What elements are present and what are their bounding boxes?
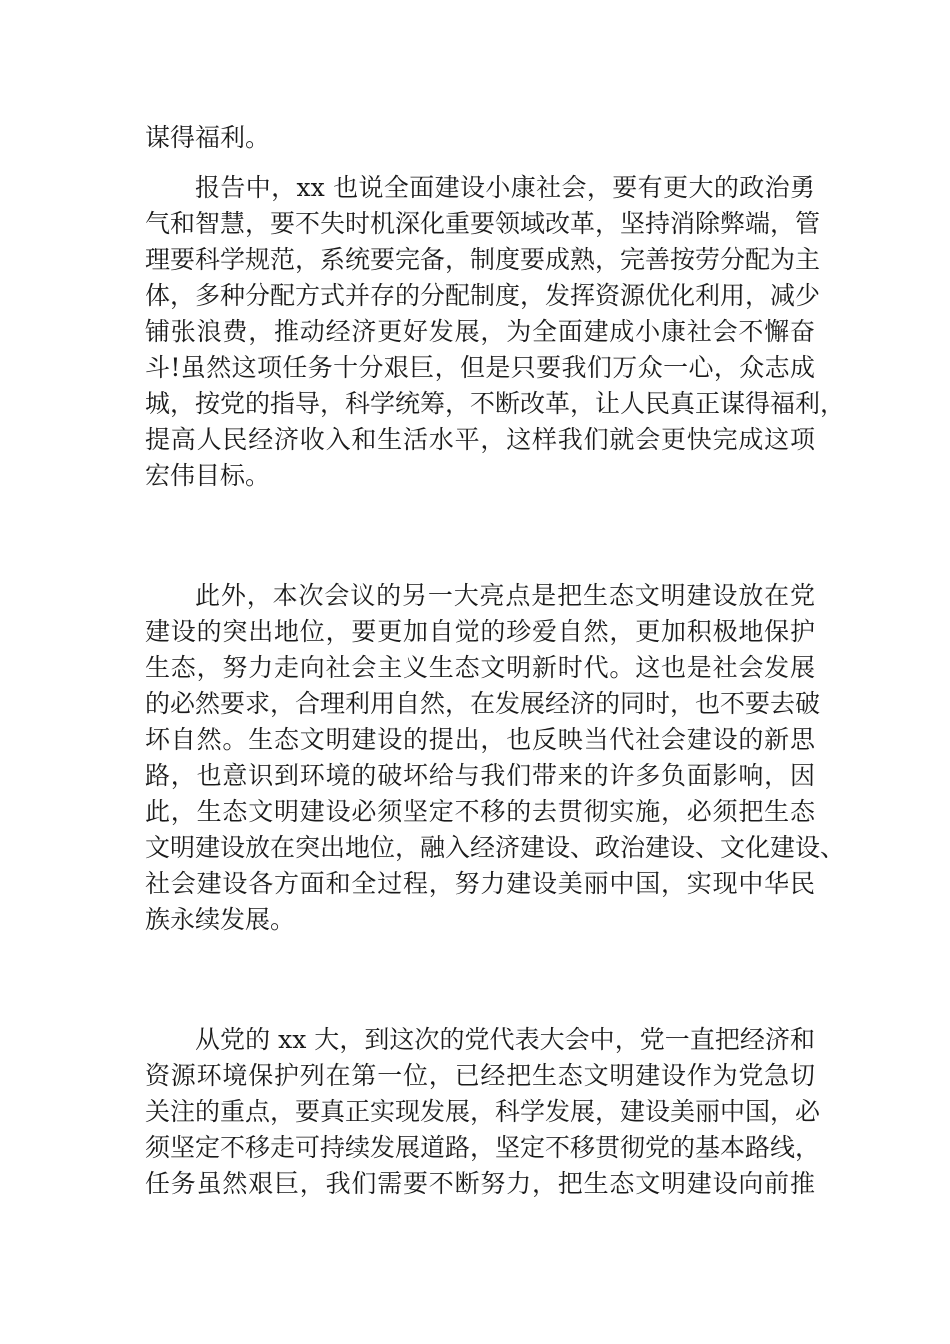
- paragraph-3-line-8: 文明建设放在突出地位，融入经济建设、政治建设、文化建设、: [145, 833, 846, 862]
- paragraph-2-line-4: 体，多种分配方式并存的分配制度，发挥资源优化利用，减少: [145, 281, 821, 310]
- paragraph-3-line-4: 的必然要求，合理利用自然，在发展经济的同时，也不要去破: [145, 689, 821, 718]
- paragraph-3-line-10: 族永续发展。: [145, 905, 296, 934]
- paragraph-3-line-5: 坏自然。生态文明建设的提出，也反映当代社会建设的新思: [145, 725, 815, 754]
- paragraph-2-line-9: 宏伟目标。: [145, 461, 271, 490]
- paragraph-2-line-8: 提高人民经济收入和生活水平，这样我们就会更快完成这项: [145, 425, 815, 454]
- paragraph-4-line-3: 关注的重点，要真正实现发展，科学发展，建设美丽中国，必: [145, 1097, 821, 1126]
- paragraph-4-line-4: 须坚定不移走可持续发展道路，坚定不移贯彻党的基本路线，: [145, 1133, 821, 1162]
- paragraph-2-line-1: 报告中，xx 也说全面建设小康社会，要有更大的政治勇: [195, 173, 815, 202]
- paragraph-3-line-3: 生态，努力走向社会主义生态文明新时代。这也是社会发展: [145, 653, 815, 682]
- paragraph-3-line-6: 路，也意识到环境的破坏给与我们带来的许多负面影响，因: [145, 761, 815, 790]
- paragraph-2-line-3: 理要科学规范，系统要完备，制度要成熟，完善按劳分配为主: [145, 245, 821, 274]
- paragraph-4-line-2: 资源环境保护列在第一位，已经把生态文明建设作为党急切: [145, 1061, 815, 1090]
- paragraph-2-line-5: 铺张浪费，推动经济更好发展，为全面建成小康社会不懈奋: [145, 317, 815, 346]
- paragraph-2-line-6: 斗!虽然这项任务十分艰巨，但是只要我们万众一心，众志成: [145, 353, 815, 382]
- paragraph-3-line-1: 此外，本次会议的另一大亮点是把生态文明建设放在党: [195, 581, 815, 610]
- paragraph-4-line-1: 从党的 xx 大，到这次的党代表大会中，党一直把经济和: [195, 1025, 815, 1054]
- paragraph-4-line-5: 任务虽然艰巨，我们需要不断努力，把生态文明建设向前推: [145, 1169, 815, 1198]
- paragraph-2-line-7: 城，按党的指导，科学统筹，不断改革，让人民真正谋得福利，: [145, 389, 846, 418]
- paragraph-2-line-2: 气和智慧，要不失时机深化重要领域改革，坚持消除弊端，管: [145, 209, 821, 238]
- paragraph-3-line-2: 建设的突出地位，要更加自觉的珍爱自然，更加积极地保护: [145, 617, 815, 646]
- paragraph-1-line-1: 谋得福利。: [145, 123, 271, 152]
- paragraph-3-line-7: 此，生态文明建设必须坚定不移的去贯彻实施，必须把生态: [145, 797, 815, 826]
- paragraph-3-line-9: 社会建设各方面和全过程，努力建设美丽中国，实现中华民: [145, 869, 815, 898]
